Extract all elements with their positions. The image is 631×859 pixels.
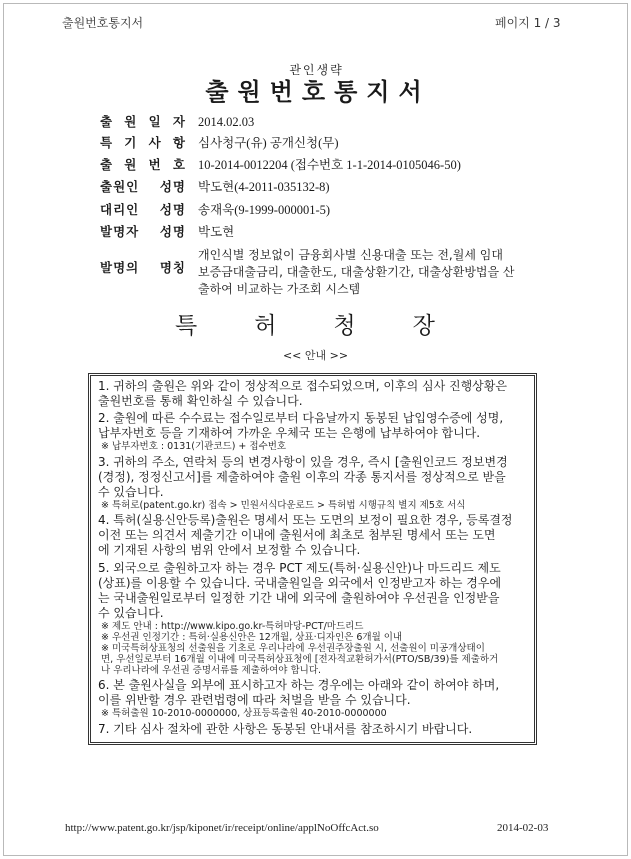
guide-line: 는 국내출원일로부터 일정한 기간 내에 외국에 출원하여야 우선권을 인정받을 (98, 590, 500, 605)
application-number-label: 출 원 번 호 (100, 157, 186, 172)
guide-line: 7. 기타 심사 절차에 관한 사항은 동봉된 안내서를 참조하시기 바랍니다. (98, 721, 473, 736)
guide-line: 3. 귀하의 주소, 연락처 등의 변경사항이 있을 경우, 즉시 [출원인코드 정보변경 (98, 454, 508, 469)
guide-item-7 (98, 722, 530, 737)
guide-note: ※ 납부자번호 : 0131(기관코드) + 접수번호 (101, 441, 287, 452)
document-title: 출원번호통지서 (205, 78, 431, 106)
agent-value: 송재욱(9-1999-000001-5) (198, 203, 331, 217)
guide-line: 이를 위반할 경우 관련법령에 따라 처벌을 받을 수 있습니다. (98, 693, 411, 707)
invention-title-line: 출하여 비교하는 가조회 시스템 (198, 282, 361, 296)
application-number-value: 10-2014-0012204 (접수번호 1-1-2014-0105046-50) (198, 158, 461, 172)
filing-date-row (100, 114, 540, 130)
guide-line: 이전 또는 의견서 제출기간 이내에 출원서에 최초로 첨부된 명세서 또는 도면 (98, 528, 496, 542)
guide-line: (경정), 정정신고서]를 제출하여야 출원 이후의 각종 통지서를 정상적으로 받을 (98, 469, 506, 484)
filing-date-value: 2014.02.03 (198, 115, 255, 129)
special-notes-label: 특 기 사 항 (100, 135, 186, 150)
page-number: 페이지 1 / 3 (495, 16, 561, 30)
guide-line: 수 있습니다. (98, 605, 164, 620)
guide-item-6 (98, 678, 530, 719)
guide-line: 6. 본 출원사실을 외부에 표시하고자 하는 경우에는 아래와 같이 하여야 하며, (98, 678, 500, 692)
applicant-value: 박도현(4-2011-035132-8) (198, 180, 330, 194)
guide-note: ※ 특허로(patent.go.kr) 접속 > 민원서식다운로드 > 특허법 시행규칙 별지 제5호 서식 (101, 499, 466, 511)
application-number-row (100, 157, 540, 173)
issuer-signature: 특허청장 (175, 313, 492, 339)
guide-line: (상표)를 이용할 수 있습니다. 국내출원일을 외국에서 인정받고자 하는 경우에 (98, 575, 502, 590)
agent-row (100, 202, 540, 218)
guide-note: 나 우리나라에 우선권 증명서류를 제출하여야 합니다. (101, 664, 322, 676)
guide-line: 납부자번호 등을 기재하여 가까운 우체국 또는 은행에 납부하여야 합니다. (98, 426, 481, 440)
agent-label: 대리인 성명 (100, 202, 186, 217)
guide-line: 5. 외국으로 출원하고자 하는 경우 PCT 제도(특허·실용신안)나 마드리드 제도 (98, 560, 501, 575)
guide-item-5 (98, 561, 530, 676)
guide-line: 출원번호를 통해 확인하실 수 있습니다. (98, 393, 303, 408)
applicant-label: 출원인 성명 (100, 179, 186, 194)
filing-date-label: 출 원 일 자 (100, 114, 186, 129)
footer-url: http://www.patent.go.kr/jsp/kiponet/ir/receipt/online/applNoOffcAct.so (65, 822, 379, 834)
guide-item-2 (98, 411, 530, 452)
guide-note: ※ 제도 안내 : http://www.kipo.go.kr-특허마당-PCT/마드리드 (101, 620, 364, 632)
seal-omitted-note: 관인생략 (289, 63, 344, 77)
guide-item-3 (98, 455, 530, 511)
guide-item-1 (98, 379, 530, 409)
special-notes-row (100, 135, 540, 151)
guide-item-4 (98, 513, 530, 558)
inventor-row (100, 224, 540, 240)
applicant-row (100, 179, 540, 195)
guide-line: 수 있습니다. (98, 484, 164, 499)
invention-title-line: 개인식별 정보없이 금융회사별 신용대출 또는 전,월세 임대 (198, 248, 503, 262)
inventor-label: 발명자 성명 (100, 224, 186, 239)
invention-title-label: 발명의 명칭 (100, 260, 186, 275)
guide-note: ※ 특허출원 10-2010-0000000, 상표등록출원 40-2010-0000000 (101, 708, 387, 719)
guide-line: 2. 출원에 따른 수수료는 접수일로부터 다음날까지 동봉된 납입영수증에 성명, (98, 411, 504, 425)
guide-line: 1. 귀하의 출원은 위와 같이 정상적으로 접수되었으며, 이후의 심사 진행상황은 (98, 378, 507, 393)
guide-heading: << 안내 >> (282, 349, 349, 362)
invention-title-row (100, 247, 540, 298)
guide-line: 에 기재된 사항의 범위 안에서 보정할 수 있습니다. (98, 543, 361, 557)
guide-list (98, 379, 530, 737)
guide-note: ※ 미국특허상표청의 선출원을 기초로 우리나라에 우선권주장출원 시, 선출원이 미공개상태이 (101, 642, 485, 654)
inventor-value: 박도현 (198, 225, 235, 239)
invention-title-line: 보증금대출금리, 대출한도, 대출상환기간, 대출상환방법을 산 (198, 265, 515, 279)
guide-line: 4. 특허(실용신안등록)출원은 명세서 또는 도면의 보정이 필요한 경우, 등록결정 (98, 513, 513, 527)
guide-note: 면, 우선일로부터 16개월 이내에 미국특허상표청에 [전자적교환허가서(PTO/SB/39)를 제출하거 (101, 653, 499, 665)
footer-date: 2014-02-03 (497, 822, 549, 834)
special-notes-value: 심사청구(유) 공개신청(무) (198, 136, 339, 150)
guide-note: ※ 우선권 인정기간 : 특허·실용신안은 12개월, 상표·디자인은 6개월 이내 (101, 631, 403, 643)
print-header-title: 출원번호통지서 (62, 16, 144, 30)
